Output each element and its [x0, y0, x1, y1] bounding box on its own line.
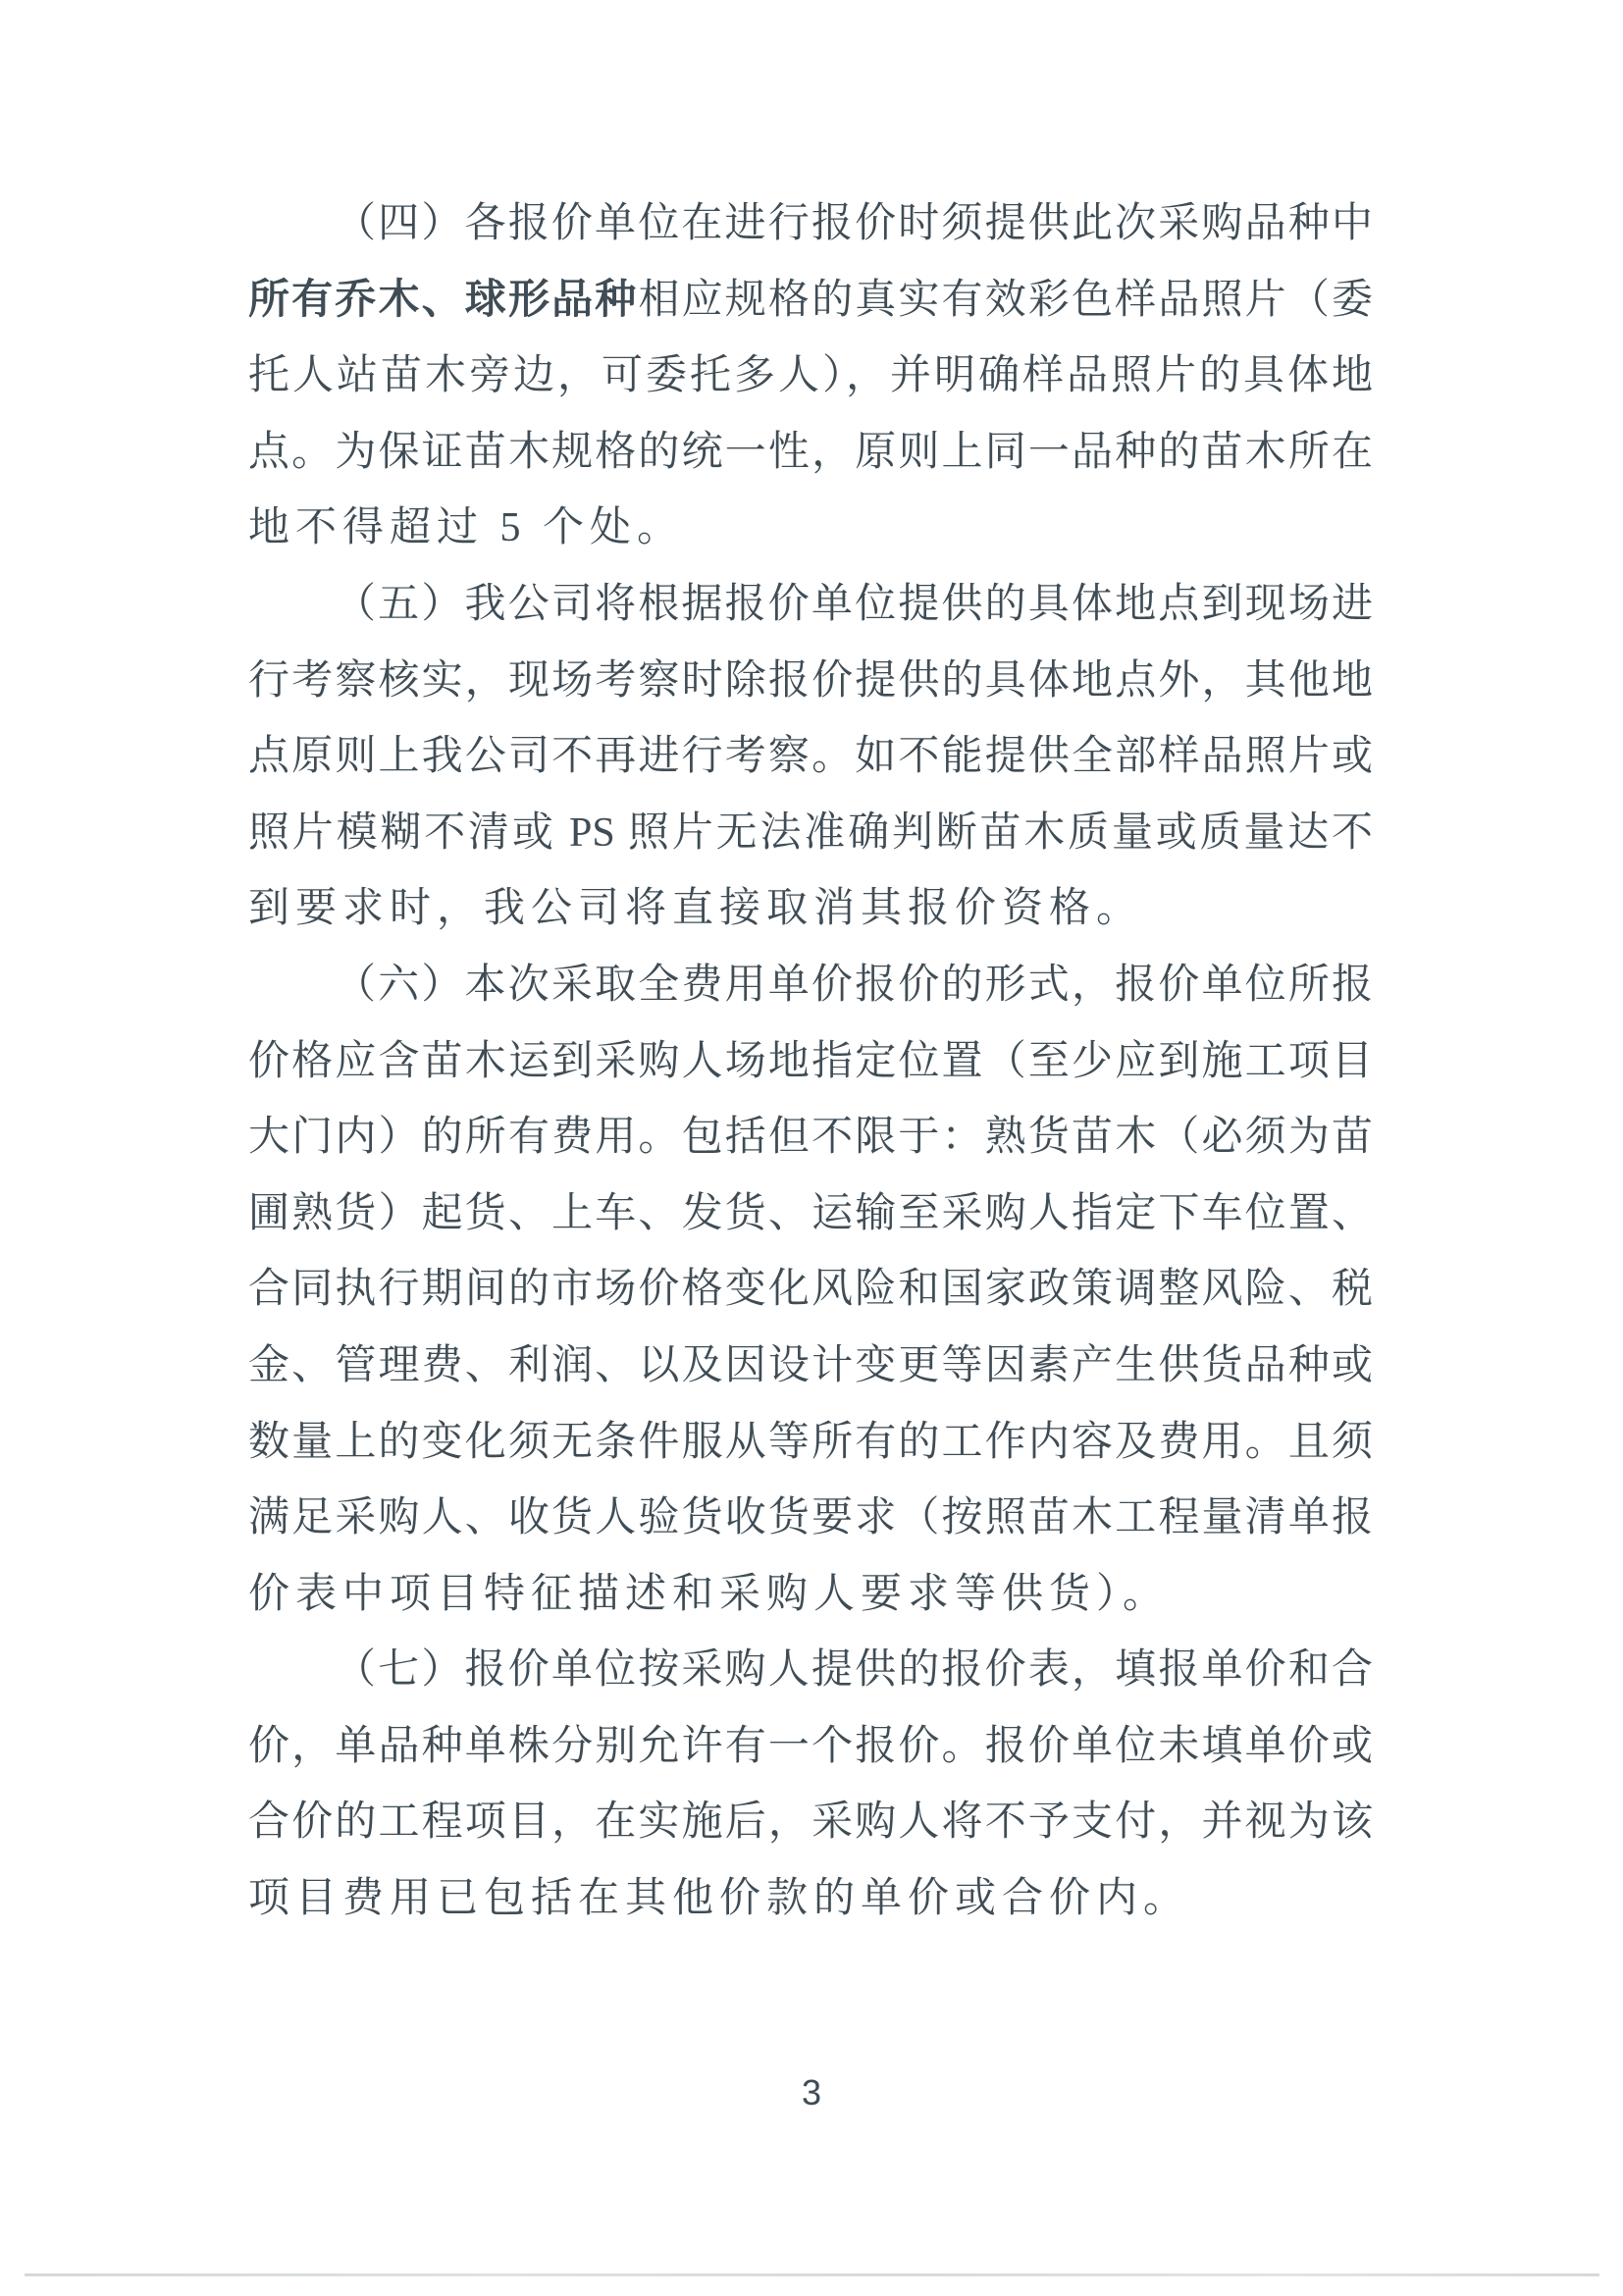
- paragraph-5: [248, 567, 1373, 948]
- bold-phrase: 所有乔木、球形品种: [248, 277, 639, 323]
- text-line: （七）报价单位按采购人提供的报价表，填报单价和合: [335, 1647, 1373, 1694]
- text-line: 圃熟货）起货、上车、发货、运输至采购人指定下车位置、: [248, 1190, 1373, 1236]
- text-line: 价表中项目特征描述和采购人要求等供货）。: [248, 1571, 1171, 1617]
- document-body: [248, 186, 1373, 1938]
- text-line: 大门内）的所有费用。包括但不限于：熟货苗木（必须为苗: [248, 1115, 1373, 1161]
- text-line: 价，单品种单株分别允许有一个报价。报价单位未填单价或: [248, 1723, 1373, 1769]
- text-line: 满足采购人、收货人验货收货要求（按照苗木工程量清单报: [248, 1495, 1373, 1541]
- text-segment: 相应规格的真实有效彩色样品照片（委: [638, 277, 1373, 323]
- text-line: （四）各报价单位在进行报价时须提供此次采购品种中: [335, 201, 1373, 246]
- paragraph-6: [248, 948, 1373, 1633]
- text-line: （六）本次采取全费用单价报价的形式，报价单位所报: [335, 962, 1373, 1008]
- text-line: [248, 263, 1373, 339]
- text-line: 点原则上我公司不再进行考察。如不能提供全部样品照片或: [248, 734, 1373, 780]
- text-line: （五）我公司将根据报价单位提供的具体地点到现场进: [335, 581, 1373, 627]
- text-line: 照片模糊不清或 PS 照片无法准确判断苗木质量或质量达不: [248, 809, 1373, 856]
- text-line: 点。为保证苗木规格的统一性，原则上同一品种的苗木所在: [248, 429, 1373, 475]
- text-line: 地不得超过 5 个处。: [248, 505, 685, 551]
- page-number: 3: [801, 2072, 822, 2113]
- paragraph-7: [248, 1633, 1373, 1937]
- text-line: 项目费用已包括在其他价款的单价或合价内。: [248, 1876, 1191, 1922]
- text-line: 合价的工程项目，在实施后，采购人将不予支付，并视为该: [248, 1800, 1373, 1846]
- text-line: 合同执行期间的市场价格变化风险和国家政策调整风险、税: [248, 1267, 1373, 1313]
- scan-edge-hairline: [25, 2273, 1599, 2276]
- text-line: 托人站苗木旁边，可委托多人），并明确样品照片的具体地: [248, 353, 1373, 399]
- text-line: 金、管理费、利润、以及因设计变更等因素产生供货品种或: [248, 1342, 1373, 1388]
- text-line: 价格应含苗木运到采购人场地指定位置（至少应到施工项目: [248, 1038, 1373, 1084]
- paragraph-4: [248, 186, 1373, 567]
- text-line: 行考察核实，现场考察时除报价提供的具体地点外，其他地: [248, 657, 1373, 704]
- text-line: 到要求时，我公司将直接取消其报价资格。: [248, 886, 1144, 932]
- text-line: 数量上的变化须无条件服从等所有的工作内容及费用。且须: [248, 1419, 1373, 1465]
